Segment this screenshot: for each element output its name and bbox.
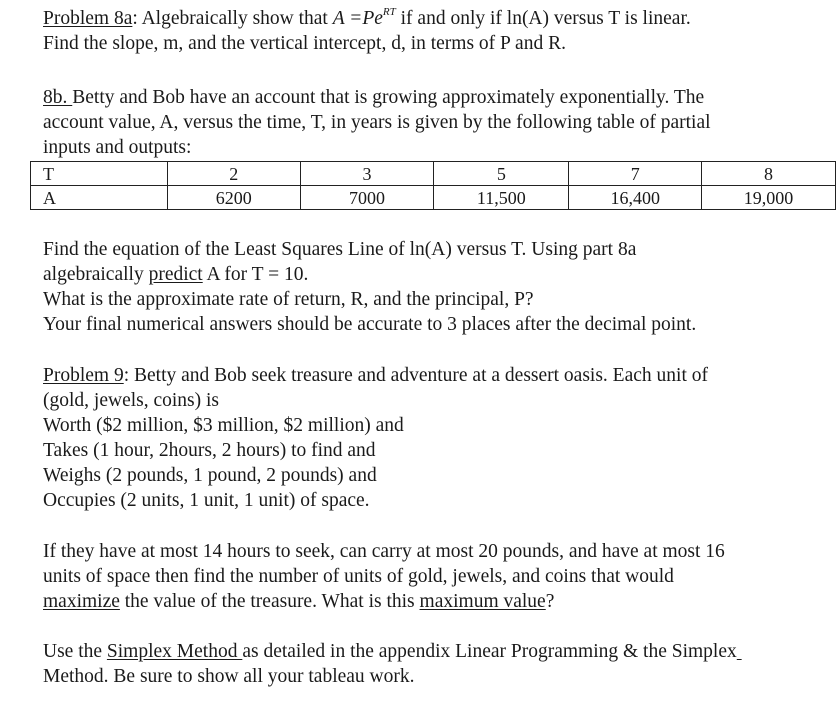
question-line-1: Find the equation of the Least Squares Line of ln(A) versus T. Using part 8a: [43, 239, 637, 260]
constraints-line-3-end: ?: [545, 591, 555, 612]
predict-word: predict: [148, 264, 203, 285]
equation-base: A =Pe: [332, 8, 383, 29]
problem-9-line-5: Weighs (2 pounds, 1 pound, 2 pounds) and: [43, 465, 377, 486]
problem-9-line-1: [43, 363, 833, 388]
table-row-header: T: [31, 162, 168, 186]
problem-9-text: : Betty and Bob seek treasure and adventure at a dessert oasis. Each unit of: [123, 365, 708, 386]
table-row-t: [31, 162, 836, 186]
instructions-paragraph: [43, 639, 833, 689]
table-cell: 8: [702, 162, 836, 186]
instructions-line-1: [43, 639, 833, 664]
problem-8b-questions: [43, 237, 833, 337]
table-row-a: [31, 186, 836, 210]
constraints-line-2: units of space then find the number of units of gold, jewels, and coins that would: [43, 566, 674, 587]
table-cell: 7: [569, 162, 702, 186]
problem-8a-line-1: [43, 6, 833, 31]
problem-8a-text-after: if and only if ln(A) versus T is linear.: [395, 8, 691, 29]
constraints-line-1: If they have at most 14 hours to seek, can carry at most 20 pounds, and have at most 16: [43, 541, 725, 562]
problem-9-line-2: (gold, jewels, coins) is: [43, 390, 220, 411]
problem-9-line-3: Worth ($2 million, $3 million, $2 million) and: [43, 415, 404, 436]
problem-8b-line-1: [43, 85, 833, 110]
constraints-line-3-mid: the value of the treasure. What is this: [119, 591, 420, 612]
problem-9-paragraph: [43, 363, 833, 513]
question-line-4: Your final numerical answers should be accurate to 3 places after the decimal point.: [43, 314, 697, 335]
question-line-3: What is the approximate rate of return, R, and the principal, P?: [43, 289, 534, 310]
constraints-line-3: [43, 589, 833, 614]
table-cell: 6200: [167, 186, 300, 210]
table-row-header: A: [31, 186, 168, 210]
problem-8b-line-2: account value, A, versus the time, T, in years is given by the following table of partial: [43, 112, 711, 133]
problem-8a-line-2: Find the slope, m, and the vertical intercept, d, in terms of P and R.: [43, 33, 566, 54]
table-cell: 7000: [300, 186, 434, 210]
table-cell: 16,400: [569, 186, 702, 210]
problem-8a-paragraph: [43, 6, 833, 56]
equation-exponent: RT: [382, 6, 396, 18]
problem-9-line-4: Takes (1 hour, 2hours, 2 hours) to find and: [43, 440, 376, 461]
maximum-value-phrase: maximum value: [419, 591, 546, 612]
table-cell: 3: [300, 162, 434, 186]
question-line-2-end: A for T = 10.: [202, 264, 309, 285]
question-line-2: [43, 262, 833, 287]
question-line-2-text: algebraically: [43, 264, 149, 285]
table-cell: 11,500: [434, 186, 569, 210]
problem-8b-label: 8b.: [43, 87, 73, 108]
simplex-method-link-text: Simplex Method: [106, 641, 243, 662]
problem-8b-text: Betty and Bob have an account that is growing approximately exponentially. The: [72, 87, 705, 108]
problem-9-line-6: Occupies (2 units, 1 unit, 1 unit) of space.: [43, 490, 370, 511]
problem-9-label: Problem 9: [43, 365, 124, 386]
instructions-line-1-pre: Use the: [43, 641, 107, 662]
equation: [333, 8, 396, 29]
table-cell: 5: [434, 162, 569, 186]
problem-8b-line-3: inputs and outputs:: [43, 137, 192, 158]
constraints-paragraph: [43, 539, 833, 614]
table-cell: 19,000: [702, 186, 836, 210]
instructions-line-2: Method. Be sure to show all your tableau work.: [43, 666, 415, 687]
table-cell: 2: [167, 162, 300, 186]
problem-8b-paragraph: [43, 85, 833, 160]
instructions-trailing-underline: [737, 641, 742, 662]
problem-8a-label: Problem 8a: [43, 8, 133, 29]
problem-8a-text: : Algebraically show that: [132, 8, 333, 29]
instructions-line-1-post: as detailed in the appendix Linear Programming & the Simplex: [242, 641, 737, 662]
data-table: [30, 161, 836, 210]
maximize-word: maximize: [43, 591, 120, 612]
